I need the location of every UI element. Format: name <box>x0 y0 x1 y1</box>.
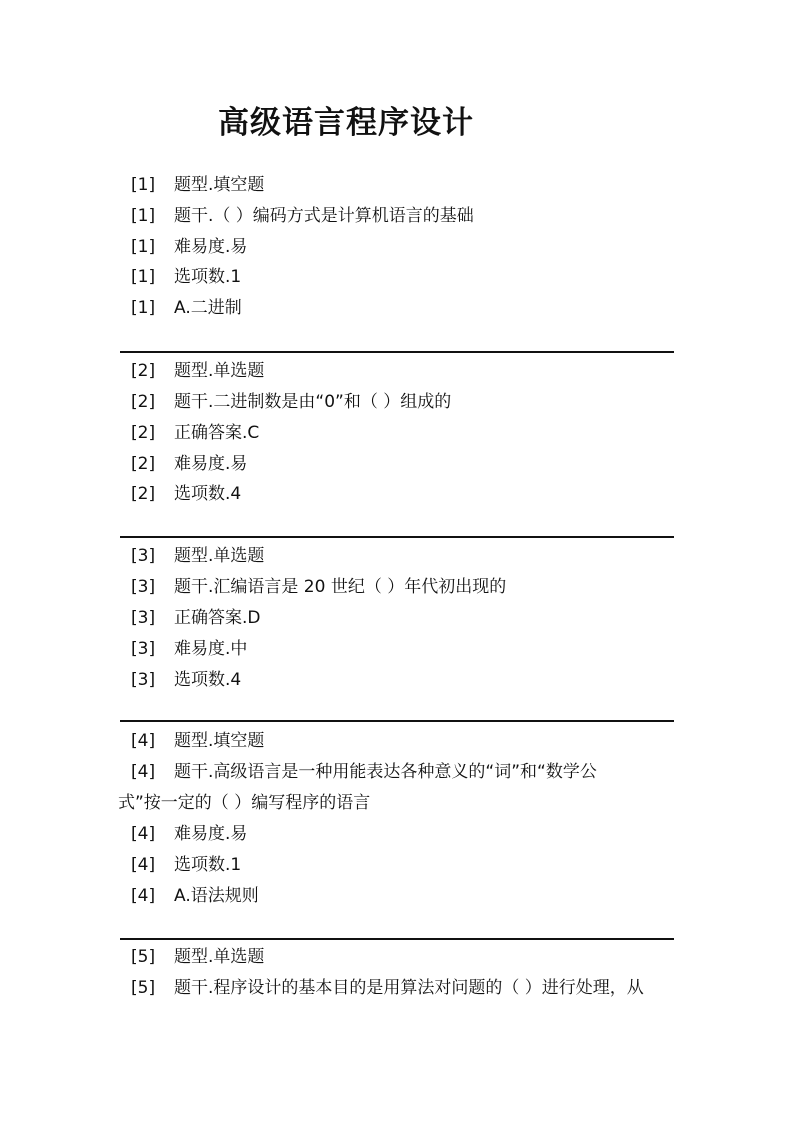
question-field: A.二进制 <box>174 298 242 318</box>
question-field: 题型.填空题 <box>174 175 265 195</box>
question-field: 式”按一定的（ ）编写程序的语言 <box>118 793 371 813</box>
question-field: 选项数.1 <box>174 267 242 287</box>
question-field: A.语法规则 <box>174 886 259 906</box>
question-line-continued <box>120 788 680 819</box>
question-number: [4] <box>131 855 156 875</box>
question-field: 正确答案.C <box>174 423 260 443</box>
question-number: [5] <box>131 947 156 967</box>
question-line <box>120 973 680 1004</box>
question-number: [1] <box>131 175 156 195</box>
question-5 <box>120 938 674 998</box>
question-field: 题干.汇编语言是 20 世纪（ ）年代初出现的 <box>174 577 507 597</box>
question-line <box>120 850 680 881</box>
question-number: [5] <box>131 978 156 998</box>
question-line <box>120 262 680 293</box>
question-number: [1] <box>131 267 156 287</box>
question-number: [2] <box>131 484 156 504</box>
question-line <box>120 819 680 850</box>
question-number: [2] <box>131 454 156 474</box>
question-field: 题型.填空题 <box>174 731 265 751</box>
question-field: 选项数.4 <box>174 670 242 690</box>
question-line <box>120 387 680 418</box>
question-line <box>120 942 680 973</box>
question-field: 题干.二进制数是由“0”和（ ）组成的 <box>174 392 452 412</box>
question-line <box>120 541 680 572</box>
question-line <box>120 418 680 449</box>
question-field: 题干.程序设计的基本目的是用算法对问题的（ ）进行处理，从 <box>174 978 644 998</box>
question-line <box>120 634 680 665</box>
question-field: 选项数.4 <box>174 484 242 504</box>
question-number: [4] <box>131 886 156 906</box>
question-2 <box>120 351 674 504</box>
question-number: [3] <box>131 608 156 628</box>
question-number: [2] <box>131 392 156 412</box>
question-field: 题型.单选题 <box>174 947 265 967</box>
question-line <box>120 356 680 387</box>
question-line <box>120 170 680 201</box>
question-number: [3] <box>131 546 156 566</box>
question-field: 难易度.易 <box>174 454 248 474</box>
question-field: 题型.单选题 <box>174 361 265 381</box>
question-number: [3] <box>131 639 156 659</box>
question-line <box>120 665 680 696</box>
question-number: [3] <box>131 577 156 597</box>
question-field: 题干.（ ）编码方式是计算机语言的基础 <box>174 206 474 226</box>
question-number: [4] <box>131 762 156 782</box>
question-line <box>120 232 680 263</box>
question-number: [2] <box>131 361 156 381</box>
question-field: 题型.单选题 <box>174 546 265 566</box>
question-number: [1] <box>131 206 156 226</box>
question-line <box>120 479 680 510</box>
question-3 <box>120 536 674 690</box>
question-line <box>120 881 680 912</box>
question-line <box>120 449 680 480</box>
question-line <box>120 757 680 788</box>
question-number: [4] <box>131 731 156 751</box>
document-title: 高级语言程序设计 <box>218 105 474 141</box>
question-line <box>120 572 680 603</box>
question-number: [3] <box>131 670 156 690</box>
question-number: [4] <box>131 824 156 844</box>
question-field: 选项数.1 <box>174 855 242 875</box>
question-number: [2] <box>131 423 156 443</box>
question-field: 难易度.易 <box>174 237 248 257</box>
question-line <box>120 603 680 634</box>
question-field: 难易度.易 <box>174 824 248 844</box>
question-field: 题干.高级语言是一种用能表达各种意义的“词”和“数学公 <box>174 762 597 782</box>
question-4 <box>118 720 674 906</box>
question-number: [1] <box>131 298 156 318</box>
question-line <box>120 201 680 232</box>
question-line <box>120 293 680 324</box>
question-line <box>120 726 680 757</box>
question-field: 正确答案.D <box>174 608 261 628</box>
question-field: 难易度.中 <box>174 639 248 659</box>
question-number: [1] <box>131 237 156 257</box>
